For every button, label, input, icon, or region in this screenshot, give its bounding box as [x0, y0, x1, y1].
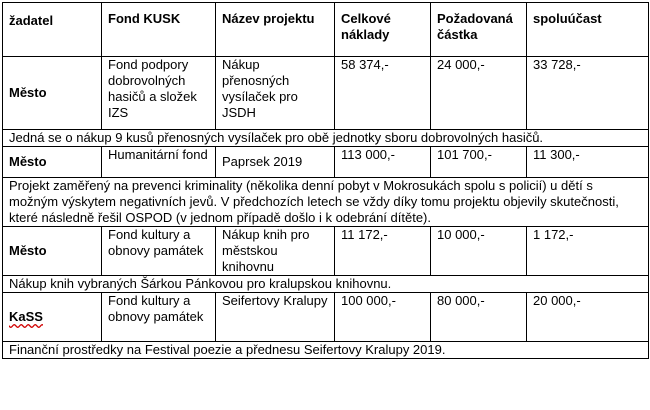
table-row: [3, 227, 649, 276]
cofinancing-cell: 1 172,-: [527, 227, 649, 276]
header-total-cost: Celkové náklady: [335, 3, 431, 57]
grants-table: [2, 2, 649, 359]
note-row: [3, 130, 649, 147]
header-applicant: žadatel: [3, 3, 102, 57]
header-cofinancing: spoluúčast: [527, 3, 649, 57]
fund-cell: Fond podpory dobrovolných hasičů a složek IZS: [102, 57, 216, 130]
cofinancing-cell: 33 728,-: [527, 57, 649, 130]
project-cell: Nákup knih pro městskou knihovnu: [216, 227, 335, 276]
note-cell: Nákup knih vybraných Šárkou Pánkovou pro kralupskou knihovnu.: [3, 276, 649, 293]
table-row: [3, 57, 649, 130]
total-cost-cell: 113 000,-: [335, 147, 431, 178]
table-row: [3, 147, 649, 178]
note-row: [3, 276, 649, 293]
requested-cell: 80 000,-: [431, 293, 527, 342]
header-requested: Požadovaná částka: [431, 3, 527, 57]
total-cost-cell: 11 172,-: [335, 227, 431, 276]
header-project: Název projektu: [216, 3, 335, 57]
header-fund: Fond KUSK: [102, 3, 216, 57]
note-cell: Jedná se o nákup 9 kusů přenosných vysílaček pro obě jednotky sboru dobrovolných hasičů.: [3, 130, 649, 147]
cofinancing-cell: 20 000,-: [527, 293, 649, 342]
fund-cell: Fond kultury a obnovy památek: [102, 293, 216, 342]
requested-cell: 101 700,-: [431, 147, 527, 178]
fund-cell: Fond kultury a obnovy památek: [102, 227, 216, 276]
applicant-cell: Město: [3, 147, 102, 178]
requested-cell: 24 000,-: [431, 57, 527, 130]
total-cost-cell: 100 000,-: [335, 293, 431, 342]
header-row: [3, 3, 649, 57]
applicant-cell: Město: [3, 57, 102, 130]
note-cell: Projekt zaměřený na prevenci kriminality (několika denní pobyt v Mokrosukách spolu s policií) u dětí s možným výskytem negativních jevů. V předchozích letech se vždy díky tomu projektu objevily skutečnosti, které následně řešil OSPOD (v jednom případě došlo i k odebrání dítěte).: [3, 178, 649, 227]
project-cell: Nákup přenosných vysílaček pro JSDH: [216, 57, 335, 130]
requested-cell: 10 000,-: [431, 227, 527, 276]
table-row: [3, 293, 649, 342]
project-cell: Seifertovy Kralupy: [216, 293, 335, 342]
note-row: [3, 178, 649, 227]
total-cost-cell: 58 374,-: [335, 57, 431, 130]
applicant-cell: [3, 293, 102, 342]
applicant-text: KaSS: [9, 309, 43, 324]
fund-cell: Humanitární fond: [102, 147, 216, 178]
project-cell: Paprsek 2019: [216, 147, 335, 178]
applicant-cell: Město: [3, 227, 102, 276]
cofinancing-cell: 11 300,-: [527, 147, 649, 178]
note-row: [3, 342, 649, 359]
note-cell: Finanční prostředky na Festival poezie a přednesu Seifertovy Kralupy 2019.: [3, 342, 649, 359]
